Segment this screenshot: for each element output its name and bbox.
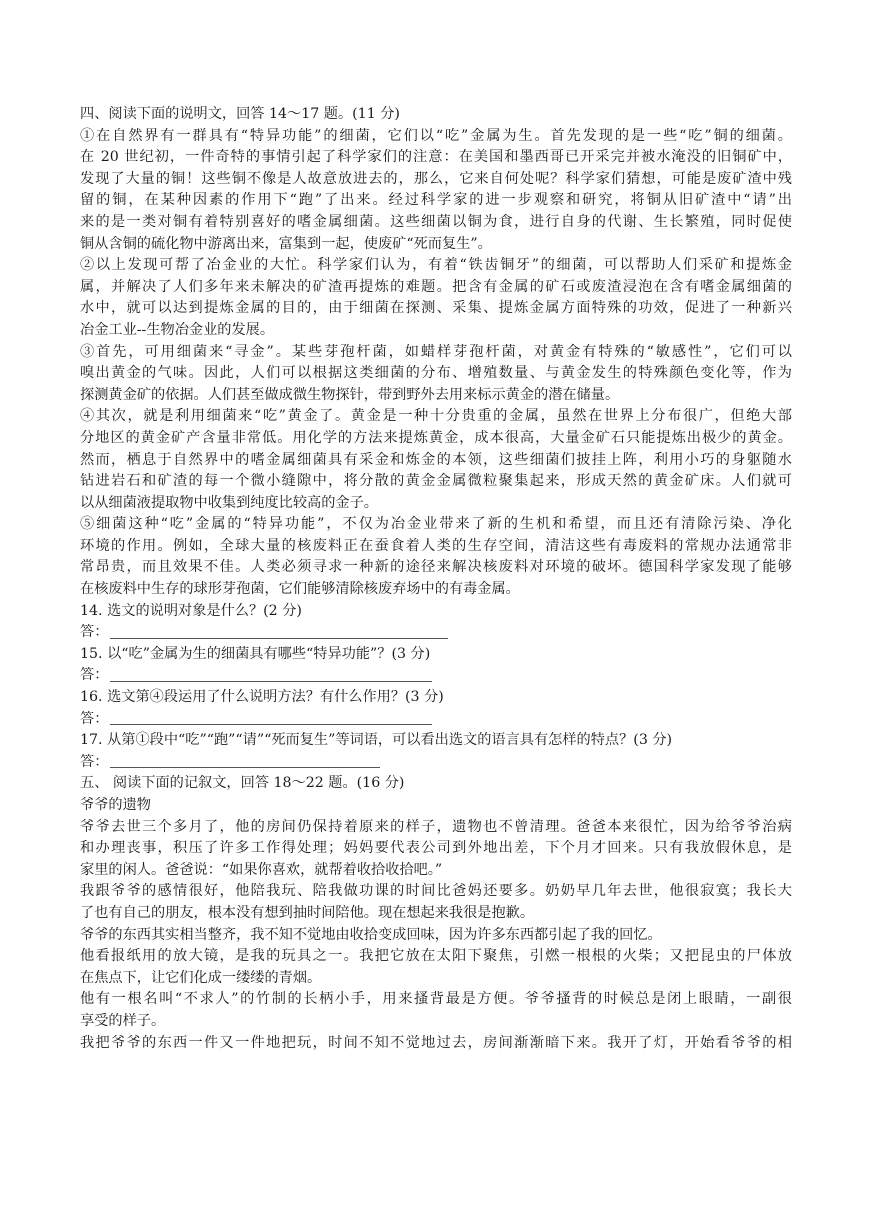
paragraph-4-line: 钻进岩石和矿渣的每一个微小缝隙中，将分散的黄金金属微粒聚集起来，形成天然的黄金矿床。人们就可 bbox=[80, 473, 792, 490]
paragraph-4-line: 然而，栖息于自然界中的嗜金属细菌具有采金和炼金的本领，这些细菌们披挂上阵，利用小巧的身躯随水 bbox=[80, 451, 792, 468]
story-paragraph-5-line: 享受的样子。 bbox=[80, 1012, 166, 1029]
paragraph-1-line: ①在自然界有一群具有“特异功能”的细菌，它们以“吃”金属为生。首先发现的是一些“吃”铜的细菌。 bbox=[80, 127, 792, 144]
paragraph-5-line: 环境的作用。例如，全球大量的核废料正在蚕食着人类的生存空间，清洁这些有毒废料的常规办法通常非 bbox=[80, 537, 792, 554]
story-paragraph-2-line: 了也有自己的朋友，根本没有想到抽时间陪他。现在想起来我很是抱歉。 bbox=[80, 904, 535, 921]
paragraph-2-line: 水中，就可以达到提炼金属的目的，由于细菌在探测、采集、提炼金属方面特殊的功效，促进了一种新兴 bbox=[80, 300, 792, 317]
paragraph-1-line: 来的是一类对铜有着特别喜好的嗜金属细菌。这些细菌以铜为食，进行自身的代谢、生长繁殖，同时促使 bbox=[80, 213, 792, 230]
question-17: 17. 从第①段中“吃”“跑”“请”“死而复生”等词语，可以看出选文的语言具有怎样的特点？(3 分) bbox=[80, 732, 673, 749]
document-page bbox=[80, 104, 792, 1054]
story-paragraph-4-line: 在焦点下，让它们化成一缕缕的青烟。 bbox=[80, 969, 322, 986]
question-14: 14. 选文的说明对象是什么？(2 分) bbox=[80, 602, 302, 619]
paragraph-5-line: ⑤细菌这种“吃”金属的“特异功能”，不仅为冶金业带来了新的生机和希望，而且还有清除污染、净化 bbox=[80, 516, 792, 533]
story-paragraph-3-line: 爷爷的东西其实相当整齐，我不知不觉地由收拾变成回味，因为许多东西都引起了我的回忆。 bbox=[80, 926, 662, 943]
paragraph-2-line: 冶金工业--生物冶金业的发展。 bbox=[80, 321, 275, 338]
section-4-heading: 四、阅读下面的说明文，回答 14～17 题。(11 分) bbox=[80, 106, 400, 122]
paragraph-2-line: 属，并解决了人们多年来未解决的矿渣再提炼的难题。把含有金属的矿石或废渣浸泡在含有嗜金属细菌的 bbox=[80, 278, 792, 295]
story-paragraph-1-line: 家里的闲人。爸爸说：“如果你喜欢，就帮着收拾收拾吧。” bbox=[80, 861, 443, 878]
answer-15[interactable] bbox=[80, 665, 792, 687]
question-15: 15. 以“吃”金属为生的细菌具有哪些“特异功能”？(3 分) bbox=[80, 645, 431, 662]
story-paragraph-2-line: 我跟爷爷的感情很好，他陪我玩、陪我做功课的时间比爸妈还要多。奶奶早几年去世，他很寂寞；我长大 bbox=[80, 883, 792, 900]
answer-blank-line[interactable] bbox=[110, 723, 432, 725]
paragraph-3-line: 探测黄金矿的依据。人们甚至做成微生物探针，带到野外去用来标示黄金的潜在储量。 bbox=[80, 386, 620, 403]
story-paragraph-4-line: 他看报纸用的放大镜，是我的玩具之一。我把它放在太阳下聚焦，引燃一根根的火柴；又把昆虫的尸体放 bbox=[80, 948, 792, 965]
answer-16[interactable] bbox=[80, 709, 792, 731]
paragraph-1-line: 在 20 世纪初，一件奇特的事情引起了科学家们的注意：在美国和墨西哥已开采完并被水淹没的旧铜矿中， bbox=[80, 149, 792, 166]
paragraph-2-line: ②以上发现可帮了冶金业的大忙。科学家们认为，有着“铁齿铜牙”的细菌，可以帮助人们采矿和提炼金 bbox=[80, 257, 792, 274]
paragraph-1-line: 留的铜，在某种因素的作用下“跑”了出来。经过科学家的进一步观察和研究，将铜从旧矿渣中“请”出 bbox=[80, 192, 792, 209]
paragraph-1-line: 铜从含铜的硫化物中游离出来，富集到一起，使废矿“死而复生”。 bbox=[80, 235, 492, 252]
story-title: 爷爷的遗物 bbox=[80, 797, 151, 813]
answer-label: 答： bbox=[80, 624, 109, 641]
answer-blank-line[interactable] bbox=[110, 680, 432, 682]
paragraph-4-line: 以从细菌液提取物中收集到纯度比较高的金子。 bbox=[80, 494, 378, 511]
story-paragraph-1-line: 爷爷去世三个多月了，他的房间仍保持着原来的样子，遗物也不曾清理。爸爸本来很忙，因为给爷爷治病 bbox=[80, 818, 792, 835]
paragraph-5-line: 在核废料中生存的球形芽孢菌，它们能够清除核废弃场中的有毒金属。 bbox=[80, 581, 520, 598]
answer-label: 答： bbox=[80, 753, 109, 770]
answer-label: 答： bbox=[80, 667, 109, 684]
paragraph-5-line: 常昂贵，而且效果不佳。人类必须寻求一种新的途径来解决核废料对环境的破坏。德国科学家发现了能够 bbox=[80, 559, 792, 576]
paragraph-1-line: 发现了大量的铜！这些铜不像是人故意放进去的，那么，它来自何处呢？科学家们猜想，可能是废矿渣中残 bbox=[80, 170, 792, 187]
paragraph-3-line: 嗅出黄金的气味。因此，人们可以根据这类细菌的分布、增殖数量、与黄金发生的特殊颜色变化等，作为 bbox=[80, 365, 792, 382]
answer-label: 答： bbox=[80, 710, 109, 727]
story-paragraph-6-line: 我把爷爷的东西一件又一件地把玩，时间不知不觉地过去，房间渐渐暗下来。我开了灯，开始看爷爷的相 bbox=[80, 1034, 792, 1051]
question-16: 16. 选文第④段运用了什么说明方法？有什么作用？(3 分) bbox=[80, 689, 444, 706]
answer-14[interactable] bbox=[80, 622, 792, 644]
story-paragraph-5-line: 他有一根名叫“不求人”的竹制的长柄小手，用来搔背最是方便。爷爷搔背的时候总是闭上眼睛，一副很 bbox=[80, 991, 792, 1008]
answer-blank-line[interactable] bbox=[110, 637, 448, 639]
paragraph-3-line: ③首先，可用细菌来“寻金”。某些芽孢杆菌，如蜡样芽孢杆菌，对黄金有特殊的“敏感性”，它们可以 bbox=[80, 343, 792, 360]
answer-blank-line[interactable] bbox=[110, 766, 380, 768]
paragraph-4-line: 分地区的黄金矿产含量非常低。用化学的方法来提炼黄金，成本很高，大量金矿石只能提炼出极少的黄金。 bbox=[80, 429, 792, 446]
section-5-heading: 五、 阅读下面的记叙文，回答 18～22 题。(16 分) bbox=[80, 775, 405, 792]
answer-17[interactable] bbox=[80, 752, 792, 774]
paragraph-4-line: ④其次，就是利用细菌来“吃”黄金了。黄金是一种十分贵重的金属，虽然在世界上分布很广，但绝大部 bbox=[80, 408, 792, 425]
story-paragraph-1-line: 和办理丧事，积压了许多工作得处理；妈妈要代表公司到外地出差，下个月才回来。只有我放假休息，是 bbox=[80, 840, 792, 857]
